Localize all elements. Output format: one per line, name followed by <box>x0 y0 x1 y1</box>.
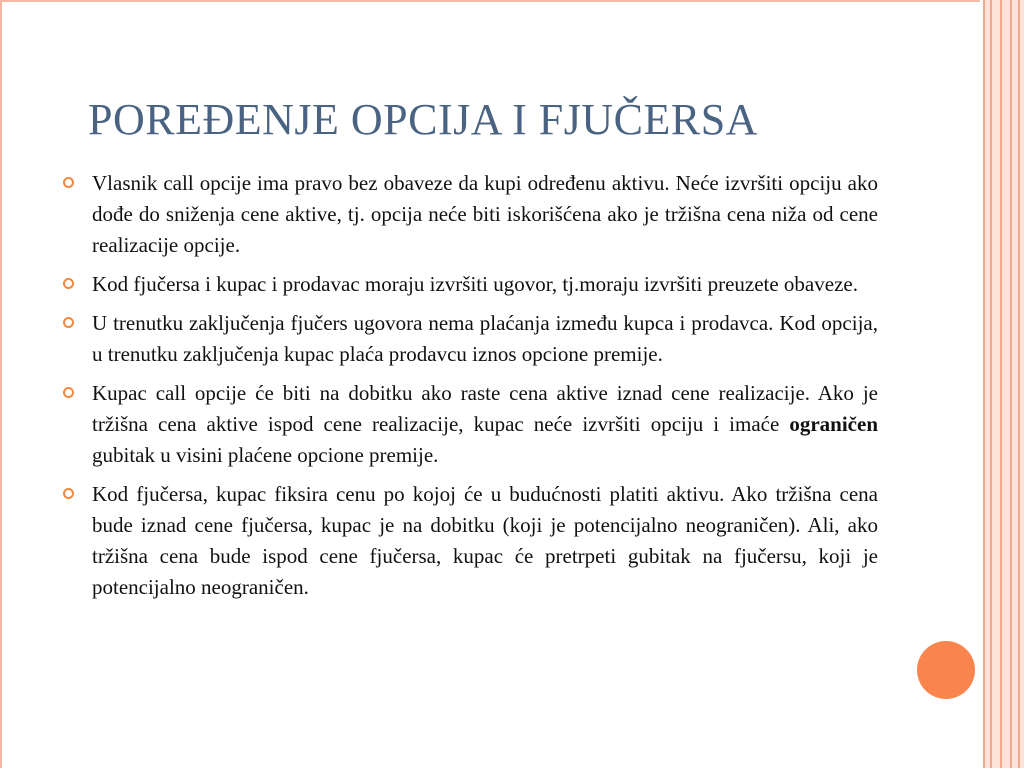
bullet-text: Kod fjučersa i kupac i prodavac moraju izvršiti ugovor, tj.moraju izvršiti preuzete obaveze. <box>92 272 858 296</box>
bullet-item <box>60 308 878 370</box>
slide-title: POREĐENJE OPCIJA I FJUČERSA <box>88 95 758 144</box>
bullet-ring-icon <box>63 317 74 328</box>
bullet-item <box>60 378 878 471</box>
bullet-text: Kod fjučersa, kupac fiksira cenu po kojoj će u budućnosti platiti aktivu. Ako tržišna cena bude iznad cene fjučersa, kupac je na dobitku (koji je potencijalno neograničen). Ali, ako tržišna cena bude ispod cene fjučersa, kupac će pretrpeti gubitak na fjučersu, koji je potencijalno neograničen. <box>92 482 878 599</box>
bullet-bold-word: ograničen <box>789 412 878 436</box>
decorative-orange-circle <box>917 641 975 699</box>
bullet-text: U trenutku zaključenja fjučers ugovora nema plaćanja između kupca i prodavca. Kod opcija, u trenutku zaključenja kupac plaća prodavcu iznos opcione premije. <box>92 311 878 366</box>
bullet-text: Vlasnik call opcije ima pravo bez obaveze da kupi određenu aktivu. Neće izvršiti opciju ako dođe do sniženja cene aktive, tj. opcija neće biti iskorišćena ako je tržišna cena niža od cene realizacije opcije. <box>92 171 878 257</box>
decorative-stripes <box>980 0 1024 768</box>
bullet-item <box>60 269 878 300</box>
bullet-list <box>60 168 878 611</box>
bullet-text-start: Kupac call opcije će biti na dobitku ako raste cena aktive iznad cene realizacije. Ako je tržišna cena aktive ispod cene realizacije, kupac neće izvršiti opciju i imaće <box>92 381 878 436</box>
bullet-item <box>60 479 878 603</box>
left-frame-line <box>0 0 2 768</box>
bullet-text-end: gubitak u visini plaćene opcione premije. <box>92 443 439 467</box>
bullet-item <box>60 168 878 261</box>
bullet-ring-icon <box>63 387 74 398</box>
bullet-ring-icon <box>63 278 74 289</box>
top-frame-line <box>0 0 1024 2</box>
bullet-ring-icon <box>63 177 74 188</box>
bullet-ring-icon <box>63 488 74 499</box>
